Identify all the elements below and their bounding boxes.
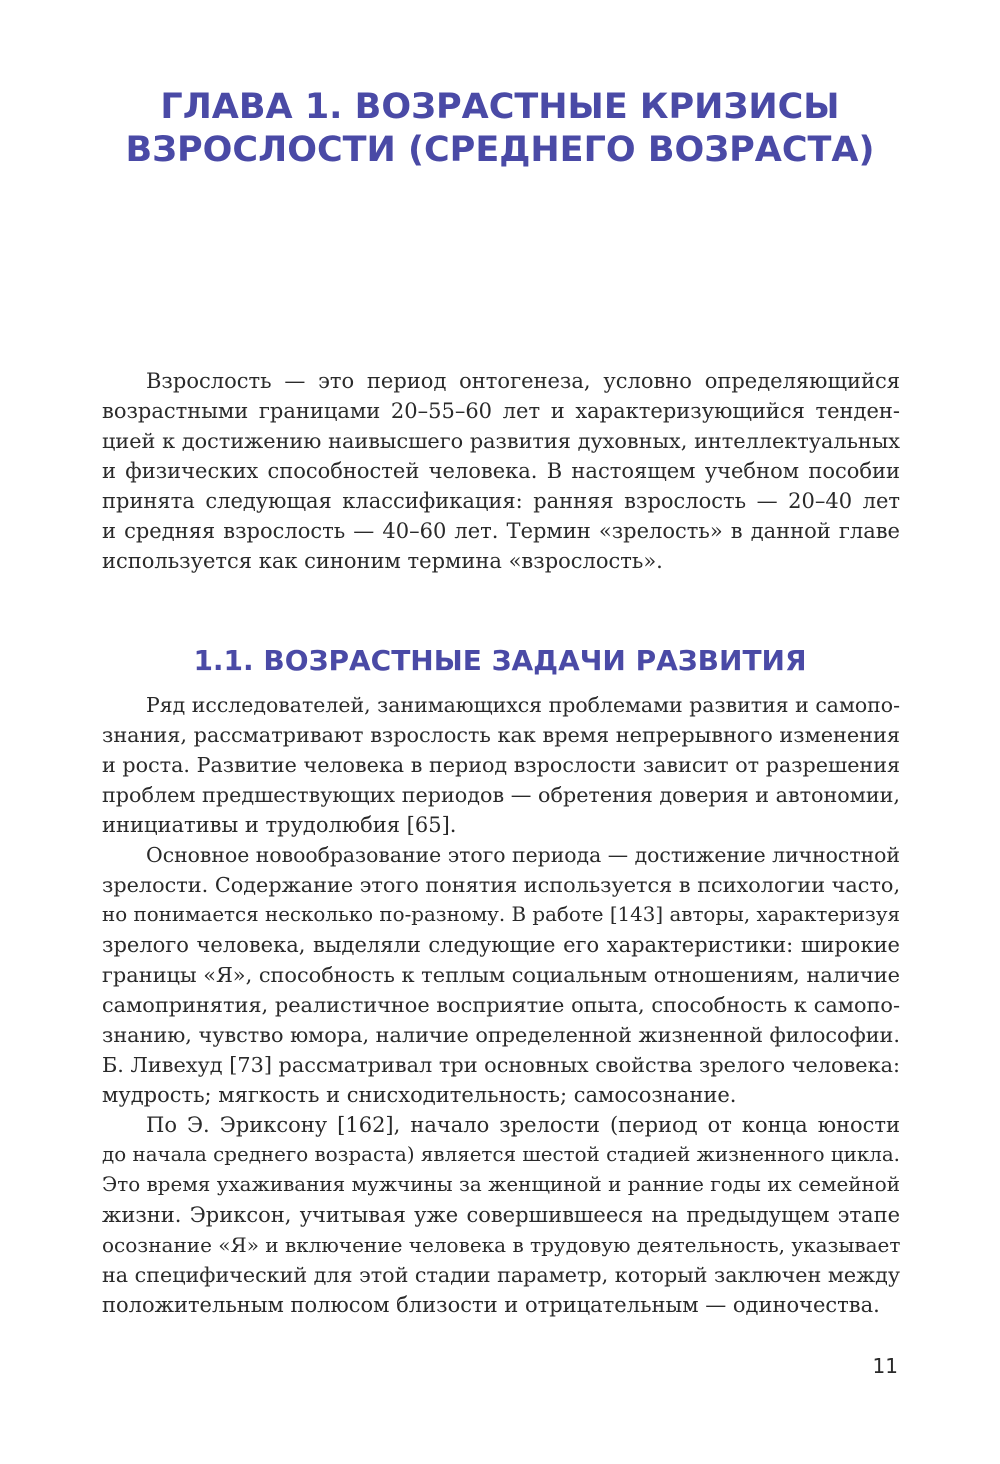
text-line: Ряд исследователей, занимающихся проблемами развития и самопо- [146,693,900,717]
intro-paragraph [102,366,900,576]
text-line: положительным полюсом близости и отрицательным — одиночества. [102,1293,880,1317]
paragraph-3 [102,1110,900,1320]
text-line: инициативы и трудолюбия [65]. [102,813,457,837]
text-line: возрастными границами 20–55–60 лет и характеризующийся тенден- [102,399,900,423]
text-line: мудрость; мягкость и снисходительность; самосознание. [102,1083,737,1107]
text-line: жизни. Эриксон, учитывая уже совершившееся на предыдущем этапе [102,1203,900,1227]
page-number: 11 [872,1354,898,1378]
text-line: используется как синоним термина «взрослость». [102,549,663,573]
text-line: По Э. Эриксону [162], начало зрелости (период от конца юности [146,1113,900,1137]
paragraph-1 [102,690,900,840]
text-line: и физических способностей человека. В настоящем учебном пособии [102,459,900,483]
text-line: принята следующая классификация: ранняя взрослость — 20–40 лет [102,489,900,513]
text-line: самопринятия, реалистичное восприятие опыта, способность к самопо- [102,993,900,1017]
text-line: до начала среднего возраста) является шестой стадией жизненного цикла. [102,1143,900,1166]
text-line: и средняя взрослость — 40–60 лет. Термин «зрелость» в данной главе [102,519,900,543]
text-line: Б. Ливехуд [73] рассматривал три основных свойства зрелого человека: [102,1053,901,1077]
chapter-title-line-2: ВЗРОСЛОСТИ (СРЕДНЕГО ВОЗРАСТА) [125,130,875,170]
text-line: границы «Я», способность к теплым социальным отношениям, наличие [102,963,900,987]
text-line: цией к достижению наивысшего развития духовных, интеллектуальных [102,429,900,453]
text-line: проблем предшествующих периодов — обретения доверия и автономии, [102,783,900,807]
text-line: но понимается несколько по-разному. В работе [143] авторы, характеризуя [102,903,900,926]
section-body [102,690,900,1320]
text-line: Это время ухаживания мужчины за женщиной и ранние годы их семейной [102,1173,900,1196]
text-line: знания, рассматривают взрослость как время непрерывного изменения [102,723,900,747]
paragraph-2 [102,840,900,1110]
chapter-title [100,86,900,172]
section-title: 1.1. ВОЗРАСТНЫЕ ЗАДАЧИ РАЗВИТИЯ [193,644,807,677]
text-line: Основное новообразование этого периода — достижение личностной [146,843,900,867]
chapter-title-line-1: ГЛАВА 1. ВОЗРАСТНЫЕ КРИЗИСЫ [160,87,840,127]
text-line: зрелого человека, выделяли следующие его характеристики: широкие [102,933,900,957]
text-line: зрелости. Содержание этого понятия используется в психологии часто, [102,873,901,897]
text-line: знанию, чувство юмора, наличие определенной жизненной философии. [102,1023,900,1047]
text-line: осознание «Я» и включение человека в трудовую деятельность, указывает [102,1233,901,1257]
text-line: и роста. Развитие человека в период взрослости зависит от разрешения [102,753,900,777]
text-line: на специфический для этой стадии параметр, который заключен между [102,1263,900,1287]
text-line: Взрослость — это период онтогенеза, условно определяющийся [146,369,900,393]
